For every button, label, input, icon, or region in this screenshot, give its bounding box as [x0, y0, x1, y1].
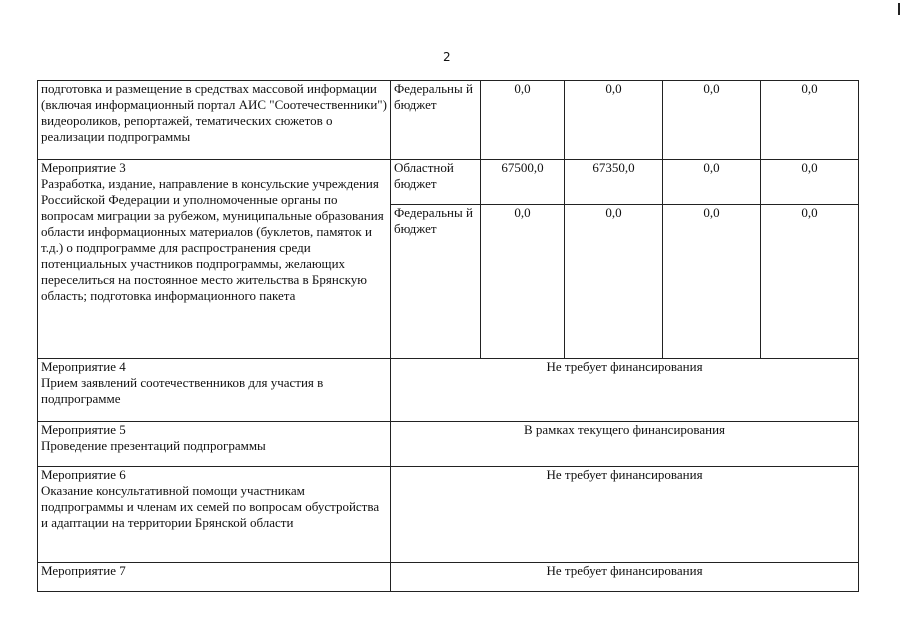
funding-value: 0,0 — [761, 205, 859, 359]
row-description — [38, 160, 391, 359]
funding-value: 0,0 — [565, 205, 663, 359]
funding-value: 0,0 — [761, 81, 859, 160]
row-description-text: Прием заявлений соотечественников для участия в подпрограмме — [41, 375, 324, 406]
funding-table — [37, 80, 859, 592]
table-row — [38, 422, 859, 467]
row-description-text: подготовка и размещение в средствах массовой информации (включая информационный портал АИС "Соотечественники") видеороликов, репортажей, тематических сюжетов о реализации подпрограммы — [41, 81, 387, 144]
funding-note: В рамках текущего финансирования — [391, 422, 859, 467]
row-title: Мероприятие 6 — [41, 467, 126, 482]
funding-value: 0,0 — [481, 205, 565, 359]
row-description-text: Оказание консультативной помощи участникам подпрограммы и членам их семей по вопросам обустройства и адаптации на территории Брянской области — [41, 483, 380, 530]
funding-value: 0,0 — [481, 81, 565, 160]
funding-source: Федеральны й бюджет — [391, 81, 481, 160]
row-description-text: Проведение презентаций подпрограммы — [41, 438, 266, 453]
row-title: Мероприятие 4 — [41, 359, 126, 374]
funding-value: 0,0 — [565, 81, 663, 160]
row-description-text: Разработка, издание, направление в консульские учреждения Российской Федерации и уполномоченные органы по вопросам миграции за рубежом, муниципальные образования области информационных материалов (буклетов, памяток и т.д.) о подпрограмме для распространения среди потенциальных участников подпрограммы, желающих переселиться на постоянное место жительства в Брянскую область; подготовка информационного пакета — [41, 176, 384, 303]
table-row — [38, 359, 859, 422]
funding-source: Федеральны й бюджет — [391, 205, 481, 359]
table-row — [38, 160, 859, 205]
scan-edge-mark — [898, 3, 900, 15]
page-number: 2 — [443, 50, 451, 64]
funding-note: Не требует финансирования — [391, 467, 859, 563]
funding-source: Областной бюджет — [391, 160, 481, 205]
table-row — [38, 81, 859, 160]
funding-note: Не требует финансирования — [391, 563, 859, 592]
funding-value: 0,0 — [663, 205, 761, 359]
funding-note: Не требует финансирования — [391, 359, 859, 422]
table-row — [38, 563, 859, 592]
row-description — [38, 81, 391, 160]
table-row — [38, 467, 859, 563]
row-title: Мероприятие 7 — [41, 563, 126, 578]
row-title: Мероприятие 3 — [41, 160, 126, 175]
funding-value: 0,0 — [761, 160, 859, 205]
row-description — [38, 563, 391, 592]
funding-value: 0,0 — [663, 81, 761, 160]
row-description — [38, 422, 391, 467]
funding-value: 0,0 — [663, 160, 761, 205]
row-description — [38, 359, 391, 422]
funding-value: 67500,0 — [481, 160, 565, 205]
row-title: Мероприятие 5 — [41, 422, 126, 437]
row-description — [38, 467, 391, 563]
funding-value: 67350,0 — [565, 160, 663, 205]
